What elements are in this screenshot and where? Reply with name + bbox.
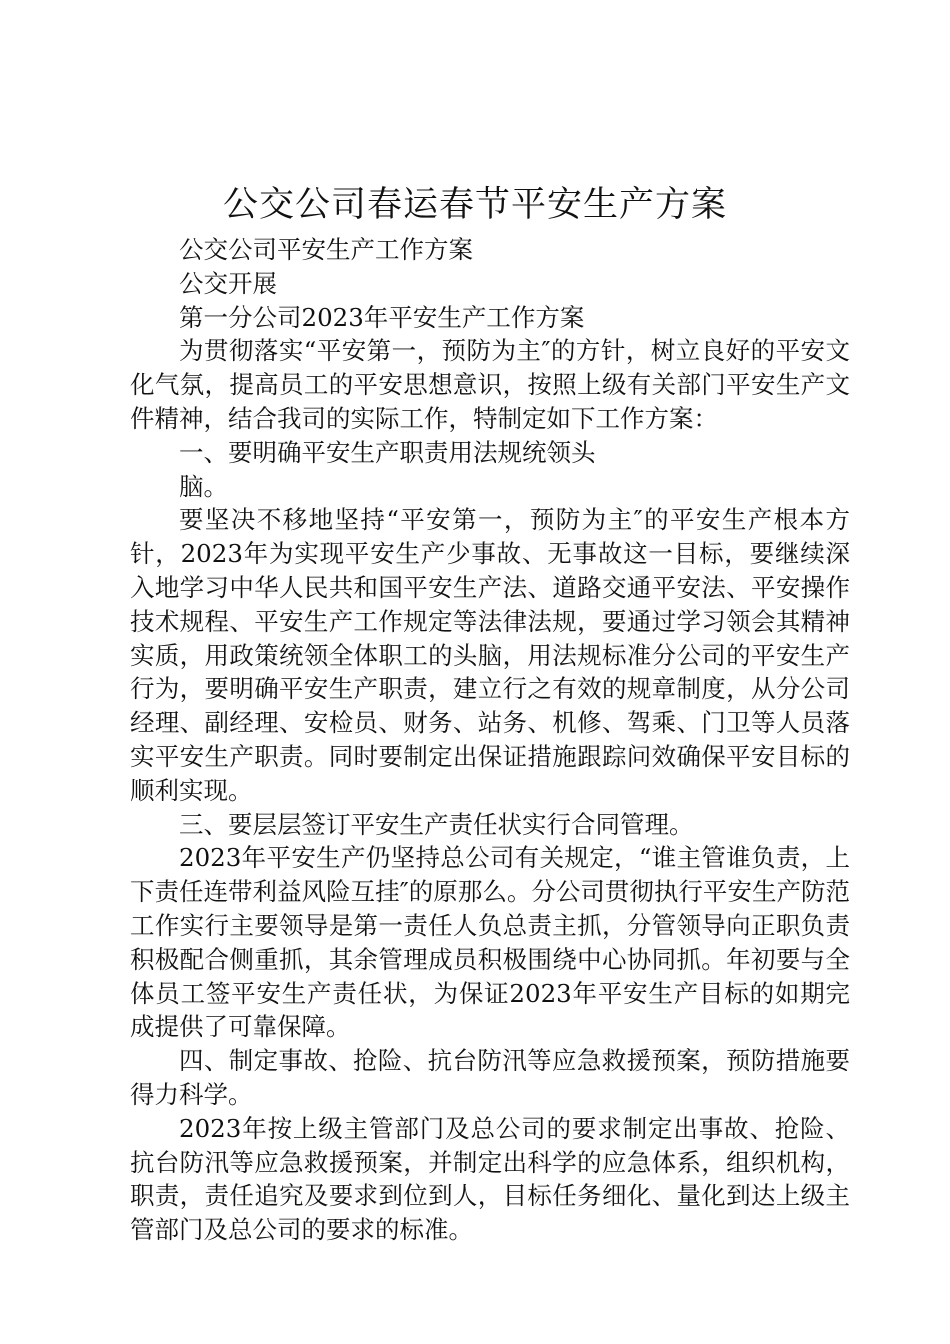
paragraph-section-4: 2023年按上级主管部门及总公司的要求制定出事故、抢险、抗台防汛等应急救援预案，并制定出科学的应急体系，组织机构，职责，责任追究及要求到位到人，目标任务细化、量化到达上级主管部门及总公司的要求的标准。 xyxy=(130,1113,850,1245)
section-heading-4: 四、制定事故、抢险、抗台防汛等应急救援预案，预防措施要得力科学。 xyxy=(130,1046,850,1109)
paragraph-heading-branch: 第一分公司2023年平安生产工作方案 xyxy=(179,302,585,332)
paragraph-intro: 为贯彻落实“平安第一，预防为主″的方针，树立良好的平安文化气氛，提高员工的平安思想意识，按照上级有关部门平安生产文件精神，结合我司的实际工作，特制定如下工作方案： xyxy=(130,336,850,433)
paragraph-section-1: 要坚决不移地坚持“平安第一，预防为主″的平安生产根本方针，2023年为实现平安生产少事故、无事故这一目标，要继续深入地学习中华人民共和国平安生产法、道路交通平安法、平安操作技术规程、平安生产工作规定等法律法规，要通过学习领会其精神实质，用政策统领全体职工的头脑，用法规标准分公司的平安生产行为，要明确平安生产职责，建立行之有效的规章制度，从分公司经理、副经理、安检员、财务、站务、机修、驾乘、门卫等人员落实平安生产职责。同时要制定出保证措施跟踪问效确保平安目标的顺利实现。 xyxy=(130,505,850,805)
paragraph-heading-plan: 公交公司平安生产工作方案 xyxy=(179,235,473,264)
document-body xyxy=(130,233,850,1247)
section-heading-1-cont: 脑。 xyxy=(179,471,228,501)
paragraph-section-3: 2023年平安生产仍坚持总公司有关规定，“谁主管谁负责，上下责任连带利益风险互挂″的原那么。分公司贯彻执行平安生产防范工作实行主要领导是第一责任人负总责主抓，分管领导向正职负责积极配合侧重抓，其余管理成员积极围绕中心协同抓。年初要与全体员工签平安生产责任状，为保证2023年平安生产目标的如期完成提供了可靠保障。 xyxy=(130,843,850,1042)
paragraph-heading-company: 公交开展 xyxy=(179,268,277,298)
section-heading-1: 一、要明确平安生产职责用法规统领头 xyxy=(179,437,596,467)
section-heading-3: 三、要层层签订平安生产责任状实行合同管理。 xyxy=(179,809,694,839)
document-title: 公交公司春运春节平安生产方案 xyxy=(222,185,727,225)
